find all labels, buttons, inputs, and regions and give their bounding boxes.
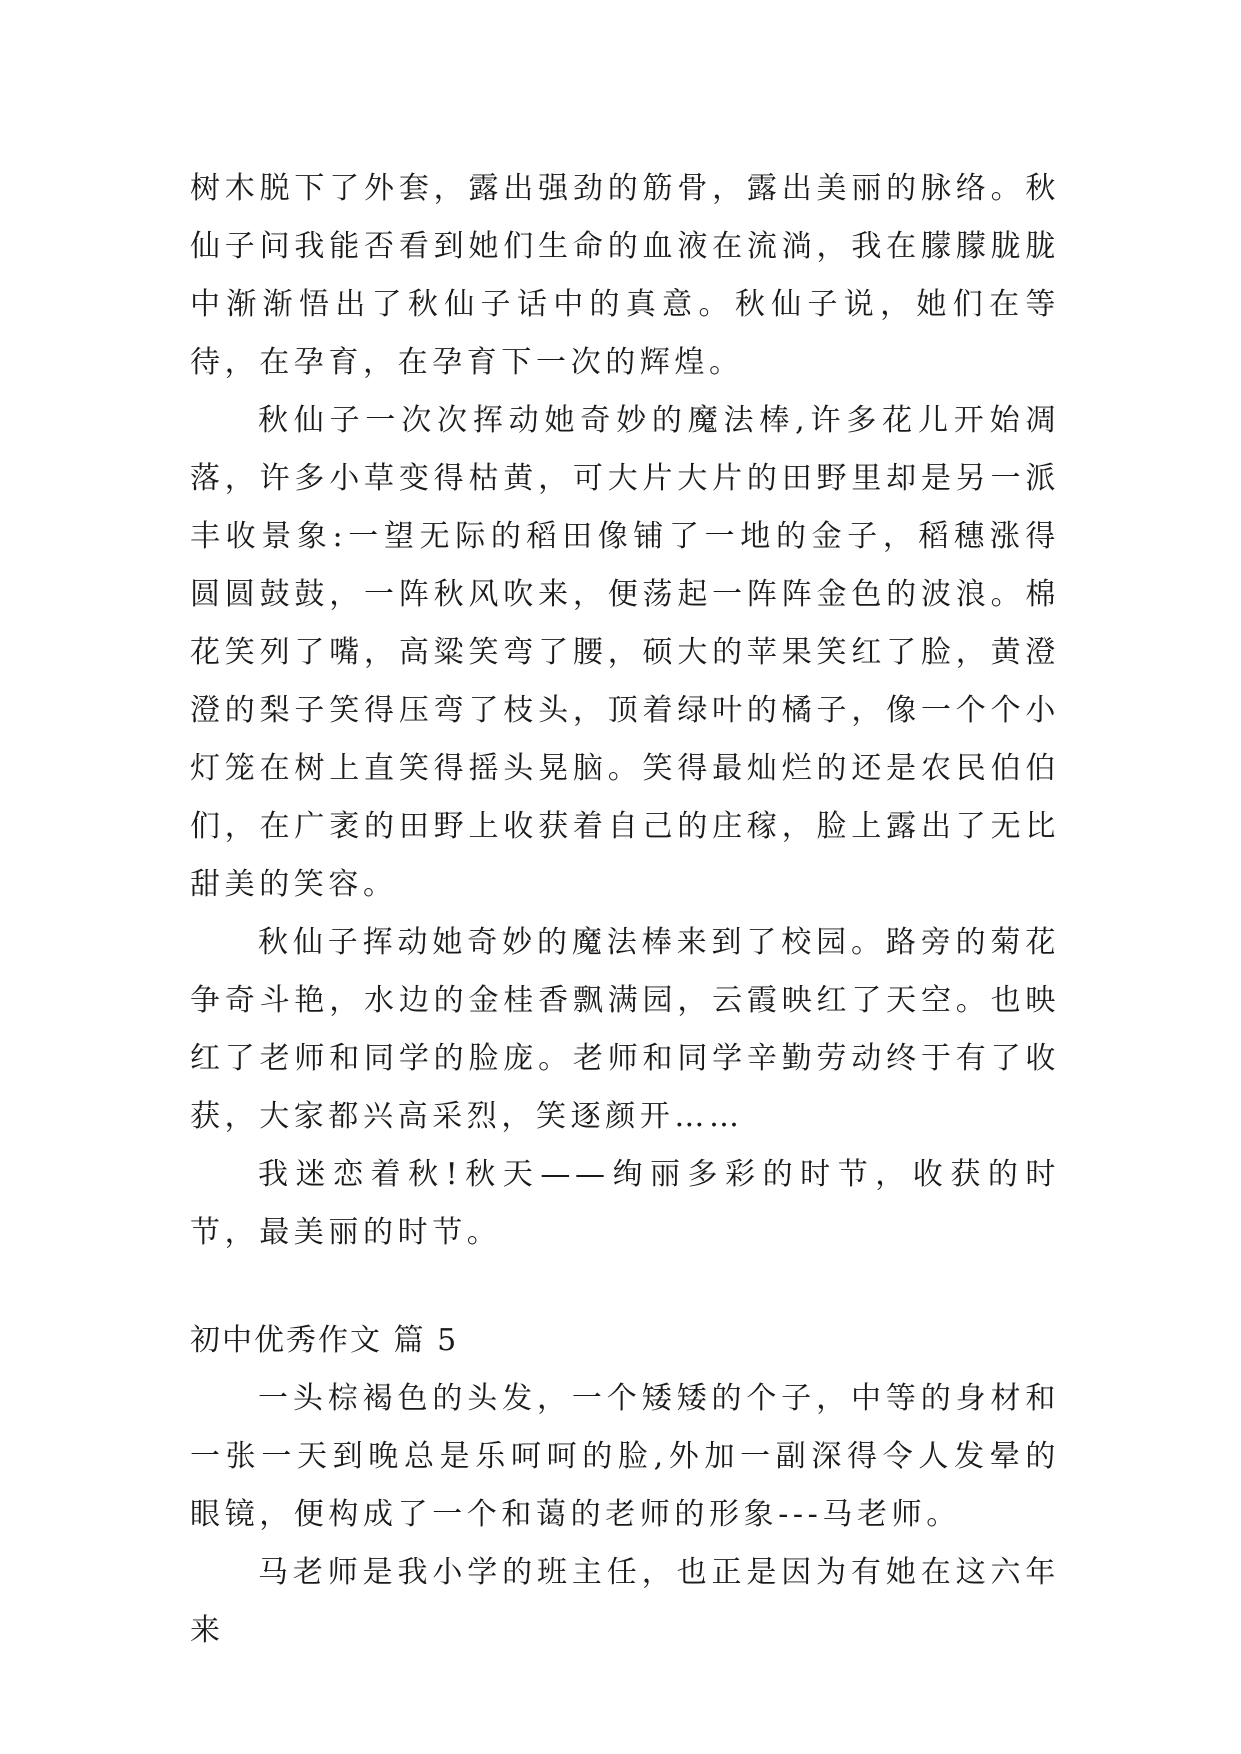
paragraph-trees: 树木脱下了外套，露出强劲的筋骨，露出美丽的脉络。秋仙子问我能否看到她们生命的血液在流淌，我在朦朦胧胧中渐渐悟出了秋仙子话中的真意。秋仙子说，她们在等待，在孕育，在孕育下一次的辉煌。 (190, 171, 1060, 380)
paragraph-teacher-description: 一头棕褐色的头发，一个矮矮的个子，中等的身材和一张一天到晚总是乐呵呵的脸,外加一副深得令人发晕的眼镜，便构成了一个和蔼的老师的形象---马老师。 (190, 1381, 1060, 1532)
paragraph-autumn-conclusion: 我迷恋着秋!秋天——绚丽多彩的时节，收获的时节，最美丽的时节。 (190, 1157, 1060, 1250)
document-body (190, 160, 1060, 1660)
paragraph-harvest-fields: 秋仙子一次次挥动她奇妙的魔法棒,许多花儿开始凋落，许多小草变得枯黄，可大片大片的田野里却是另一派丰收景象:一望无际的稻田像铺了一地的金子，稻穗涨得圆圆鼓鼓，一阵秋风吹来，便荡起一阵阵金色的波浪。棉花笑列了嘴，高粱笑弯了腰，硕大的苹果笑红了脸，黄澄澄的梨子笑得压弯了枝头，顶着绿叶的橘子，像一个个小灯笼在树上直笑得摇头晃脑。笑得最灿烂的还是农民伯伯们，在广袤的田野上收获着自己的庄稼，脸上露出了无比甜美的笑容。 (190, 403, 1060, 902)
essay-heading: 初中优秀作文 篇 5 (190, 1323, 459, 1358)
paragraph-campus: 秋仙子挥动她奇妙的魔法棒来到了校园。路旁的菊花争奇斗艳，水边的金桂香飘满园，云霞映红了天空。也映红了老师和同学的脸庞。老师和同学辛勤劳动终于有了收获，大家都兴高采烈，笑逐颜开…… (190, 925, 1060, 1134)
paragraph-teacher-intro: 马老师是我小学的班主任，也正是因为有她在这六年来 (190, 1555, 1060, 1648)
